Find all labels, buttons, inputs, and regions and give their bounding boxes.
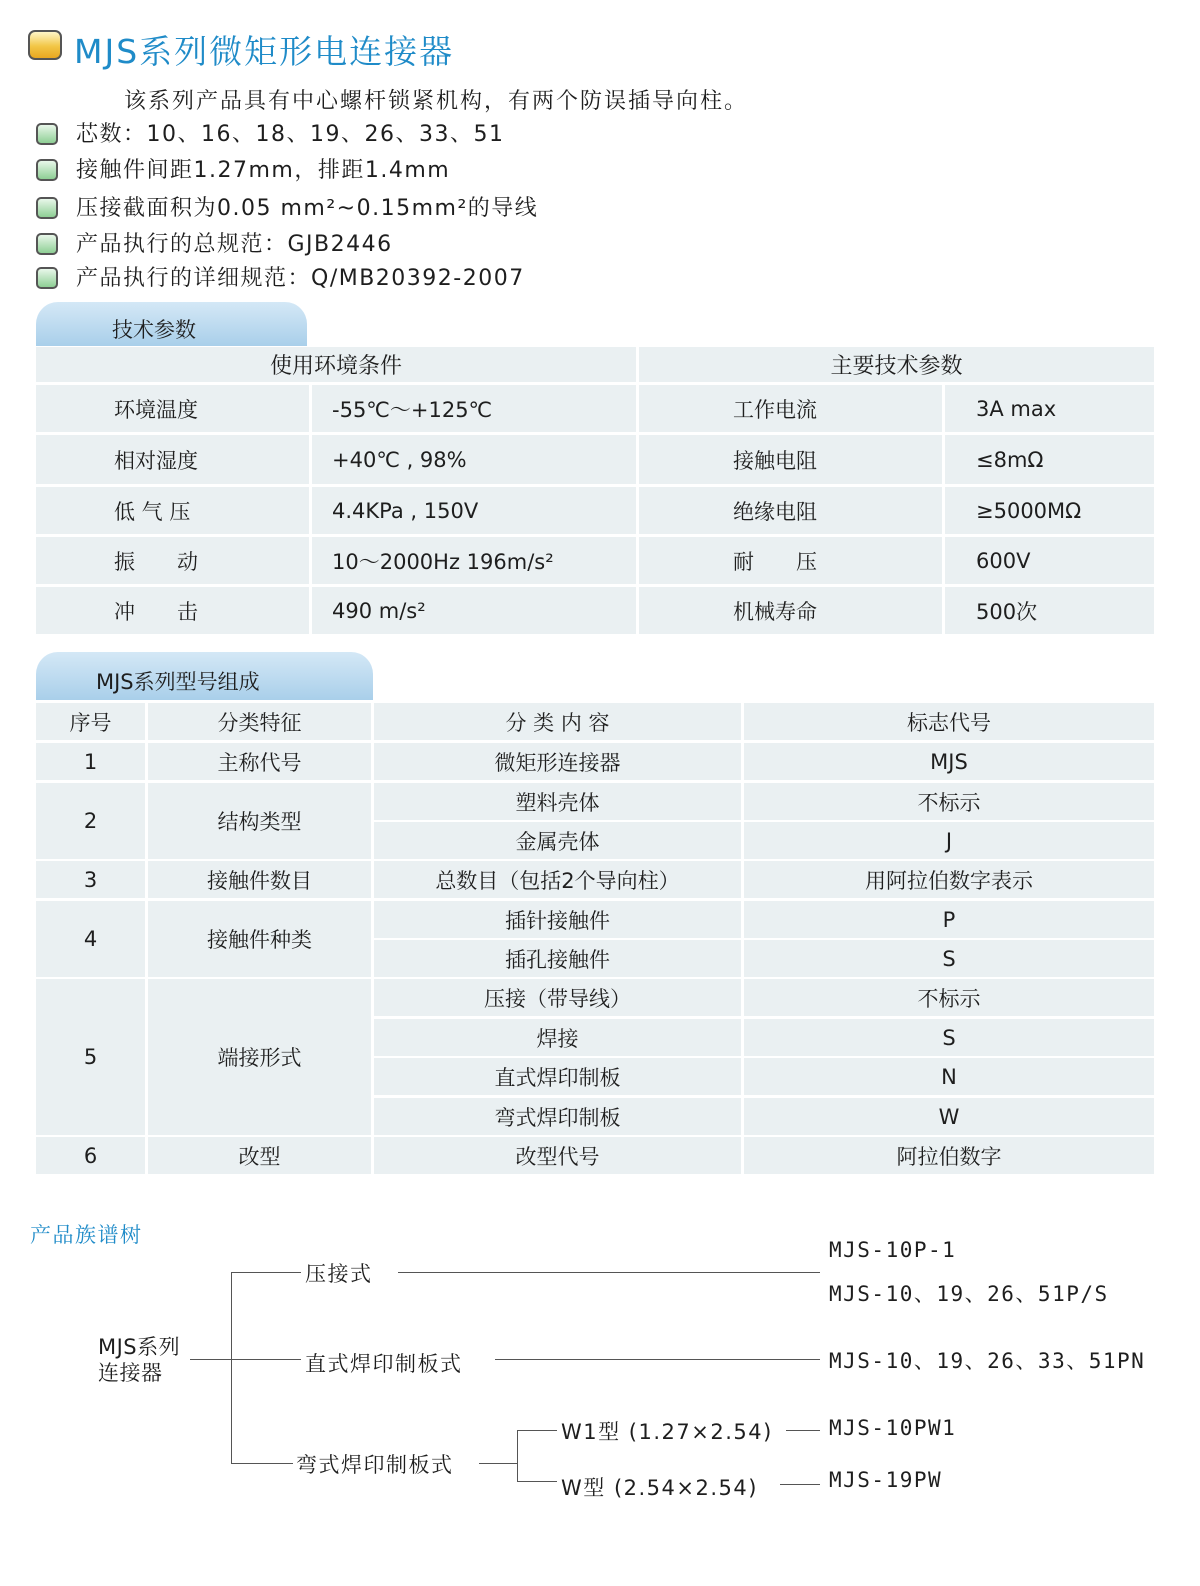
model-row-feature: 接触件种类 xyxy=(148,901,371,977)
model-row-code: MJS xyxy=(744,743,1154,780)
tech-tab xyxy=(36,302,307,346)
env-value: 10～2000Hz 196m/s² xyxy=(312,537,636,584)
model-row-code: S xyxy=(744,1019,1154,1056)
tree-connector xyxy=(231,1272,301,1273)
tree-heading: 产品族谱树 xyxy=(30,1223,143,1247)
env-label: 环境温度 xyxy=(36,385,309,432)
main-label: 接触电阻 xyxy=(639,435,942,484)
main-value: ≥5000MΩ xyxy=(945,487,1154,534)
model-row-code: 阿拉伯数字 xyxy=(744,1137,1154,1174)
env-value: +40℃ , 98% xyxy=(312,435,636,484)
model-header-no: 序号 xyxy=(36,703,145,740)
model-row-content: 总数目（包括2个导向柱） xyxy=(374,861,741,898)
tree-w1-model: MJS-10PW1 xyxy=(829,1416,957,1440)
model-row-content: 改型代号 xyxy=(374,1137,741,1174)
spec-item: 接触件间距1.27mm，排距1.4mm xyxy=(76,158,451,183)
model-header-feature: 分类特征 xyxy=(148,703,371,740)
model-row-content: 弯式焊印制板 xyxy=(374,1098,741,1135)
model-row-feature: 接触件数目 xyxy=(148,861,371,898)
tree-connector xyxy=(517,1430,518,1482)
main-label: 机械寿命 xyxy=(639,587,942,634)
model-row-no: 6 xyxy=(36,1137,145,1174)
tree-trunk xyxy=(231,1272,232,1464)
env-label: 低 气 压 xyxy=(36,487,309,534)
tree-connector xyxy=(190,1359,231,1360)
title-badge-icon xyxy=(28,30,62,60)
model-row-content: 直式焊印制板 xyxy=(374,1058,741,1095)
model-row-content: 压接（带导线） xyxy=(374,979,741,1016)
model-row-feature: 改型 xyxy=(148,1137,371,1174)
model-header-content: 分 类 内 容 xyxy=(374,703,741,740)
model-row-no: 5 xyxy=(36,979,145,1135)
model-tab-label: MJS系列型号组成 xyxy=(96,670,260,694)
tree-connector xyxy=(479,1463,517,1464)
tree-connector xyxy=(398,1272,820,1273)
model-row-feature: 结构类型 xyxy=(148,783,371,859)
main-label: 绝缘电阻 xyxy=(639,487,942,534)
env-label: 振 动 xyxy=(36,537,309,584)
tree-crimp-model-2: MJS-10、19、26、51P/S xyxy=(829,1282,1109,1306)
model-row-no: 3 xyxy=(36,861,145,898)
tree-straight: 直式焊印制板式 xyxy=(305,1352,463,1376)
env-value: -55℃～+125℃ xyxy=(312,385,636,432)
model-row-code: S xyxy=(744,940,1154,977)
tree-connector xyxy=(495,1359,820,1360)
tech-tab-label: 技术参数 xyxy=(112,318,196,342)
tree-connector xyxy=(231,1463,293,1464)
model-row-code: 不标示 xyxy=(744,979,1154,1016)
model-row-content: 插孔接触件 xyxy=(374,940,741,977)
main-value: 500次 xyxy=(945,587,1154,634)
main-value: ≤8mΩ xyxy=(945,435,1154,484)
tree-connector xyxy=(517,1430,557,1431)
spec-item: 压接截面积为0.05 mm²~0.15mm²的导线 xyxy=(76,196,539,221)
model-row-content: 微矩形连接器 xyxy=(374,743,741,780)
model-header-code: 标志代号 xyxy=(744,703,1154,740)
tree-connector xyxy=(231,1359,301,1360)
model-tab xyxy=(36,652,373,700)
main-label: 耐 压 xyxy=(639,537,942,584)
model-row-content: 焊接 xyxy=(374,1019,741,1056)
model-row-code: 不标示 xyxy=(744,783,1154,820)
main-label: 工作电流 xyxy=(639,385,942,432)
tree-root xyxy=(98,1334,180,1386)
page-title: MJS系列微矩形电连接器 xyxy=(74,32,455,71)
model-row-no: 1 xyxy=(36,743,145,780)
tree-root-line2: 连接器 xyxy=(98,1361,163,1385)
model-row-code: W xyxy=(744,1098,1154,1135)
model-row-content: 插针接触件 xyxy=(374,901,741,938)
model-row-code: P xyxy=(744,901,1154,938)
model-row-content: 金属壳体 xyxy=(374,822,741,859)
tree-crimp: 压接式 xyxy=(305,1262,373,1286)
model-row-feature: 端接形式 xyxy=(148,979,371,1135)
env-label: 冲 击 xyxy=(36,587,309,634)
tree-w: W型 (2.54×2.54) xyxy=(561,1476,758,1500)
env-header: 使用环境条件 xyxy=(36,347,636,382)
tree-crimp-model-1: MJS-10P-1 xyxy=(829,1238,957,1262)
bullet-icon xyxy=(36,233,58,255)
bullet-icon xyxy=(36,159,58,181)
main-value: 3A max xyxy=(945,385,1154,432)
bullet-icon xyxy=(36,197,58,219)
tree-w-model: MJS-19PW xyxy=(829,1468,943,1492)
model-row-feature: 主称代号 xyxy=(148,743,371,780)
model-row-content: 塑料壳体 xyxy=(374,783,741,820)
tree-connector xyxy=(517,1481,557,1482)
intro-text: 该系列产品具有中心螺杆锁紧机构，有两个防误插导向柱。 xyxy=(124,89,749,114)
spec-item: 芯数：10、16、18、19、26、33、51 xyxy=(76,122,505,147)
tree-bent: 弯式焊印制板式 xyxy=(296,1453,454,1477)
env-label: 相对湿度 xyxy=(36,435,309,484)
tree-connector xyxy=(780,1484,820,1485)
tree-w1: W1型 (1.27×2.54) xyxy=(561,1420,773,1444)
bullet-icon xyxy=(36,123,58,145)
main-value: 600V xyxy=(945,537,1154,584)
tree-straight-model: MJS-10、19、26、33、51PN xyxy=(829,1349,1146,1373)
model-row-no: 4 xyxy=(36,901,145,977)
bullet-icon xyxy=(36,267,58,289)
spec-item: 产品执行的总规范：GJB2446 xyxy=(76,232,393,257)
main-header: 主要技术参数 xyxy=(639,347,1154,382)
tree-connector xyxy=(786,1430,820,1431)
env-value: 490 m/s² xyxy=(312,587,636,634)
env-value: 4.4KPa , 150V xyxy=(312,487,636,534)
model-row-code: 用阿拉伯数字表示 xyxy=(744,861,1154,898)
model-row-code: J xyxy=(744,822,1154,859)
model-row-code: N xyxy=(744,1058,1154,1095)
tree-root-line1: MJS系列 xyxy=(98,1335,181,1359)
model-row-no: 2 xyxy=(36,783,145,859)
spec-item: 产品执行的详细规范：Q/MB20392-2007 xyxy=(76,266,525,291)
